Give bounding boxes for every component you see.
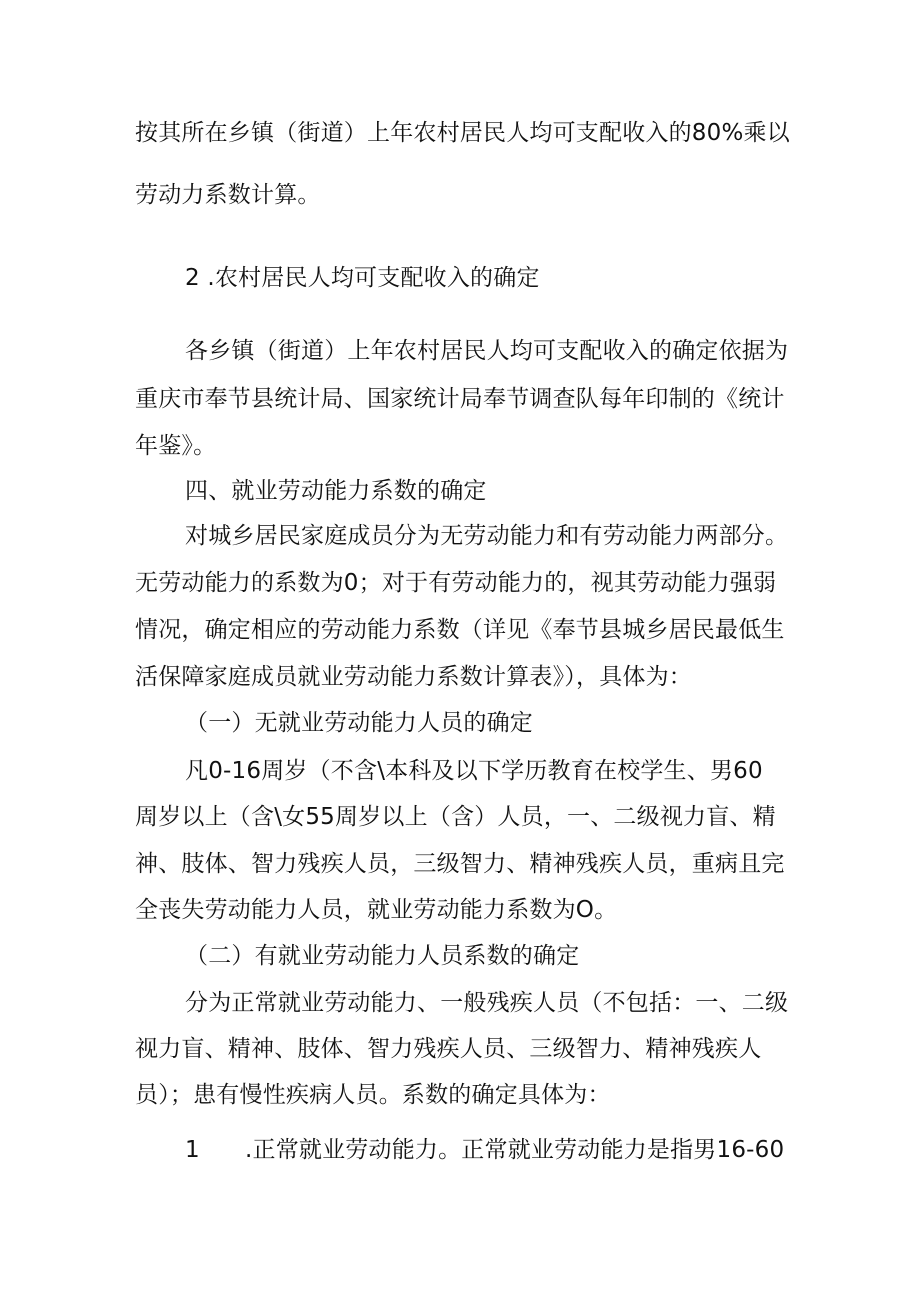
text-line-15: 神、肢体、智力残疾人员，三级智力、精神残疾人员，重病且完 <box>135 851 785 877</box>
text-line-1: 按其所在乡镇（街道）上年农村居民人均可支配收入的80%乘以 <box>135 120 790 146</box>
text-line-13: 凡0-16周岁（不含\本科及以下学历教育在校学生、男60 <box>185 758 763 784</box>
text-line-6: 年鉴》。 <box>135 433 217 459</box>
subsection-heading-1: （一）无就业劳动能力人员的确定 <box>185 710 533 736</box>
text-line-9: 无劳动能力的系数为0；对于有劳动能力的，视其劳动能力强弱 <box>135 570 777 596</box>
subsection-heading-2: （二）有就业劳动能力人员系数的确定 <box>185 943 580 969</box>
text-line-5: 重庆市奉节县统计局、国家统计局奉节调查队每年印制的《统计 <box>135 386 785 412</box>
text-line-19: 视力盲、精神、肢体、智力残疾人员、三级智力、精神残疾人 <box>135 1036 762 1062</box>
text-line-2: 劳动力系数计算。 <box>135 182 321 208</box>
text-line-16: 全丧失劳动能力人员，就业劳动能力系数为O。 <box>135 897 618 923</box>
text-line-18: 分为正常就业劳动能力、一般残疾人员（不包括：一、二级 <box>185 990 789 1016</box>
text-line-10: 情况，确定相应的劳动能力系数（详见《奉节县城乡居民最低生 <box>135 617 785 643</box>
text-line-8: 对城乡居民家庭成员分为无劳动能力和有劳动能力两部分。 <box>185 523 789 549</box>
section-heading-2: 2 .农村居民人均可支配收入的确定 <box>185 265 540 291</box>
text-line-14: 周岁以上（含\女55周岁以上（含）人员，一、二级视力盲、精 <box>135 804 776 830</box>
text-line-11: 活保障家庭成员就业劳动能力系数计算表》），具体为： <box>135 664 692 690</box>
text-line-20: 员）；患有慢性疾病人员。系数的确定具体为： <box>135 1082 611 1108</box>
item-number-1: 1 <box>185 1137 200 1163</box>
text-line-4: 各乡镇（街道）上年农村居民人均可支配收入的确定依据为 <box>185 338 789 364</box>
section-heading-4: 四、就业劳动能力系数的确定 <box>185 478 487 504</box>
text-line-22: .正常就业劳动能力。正常就业劳动能力是指男16-60 <box>245 1137 785 1163</box>
